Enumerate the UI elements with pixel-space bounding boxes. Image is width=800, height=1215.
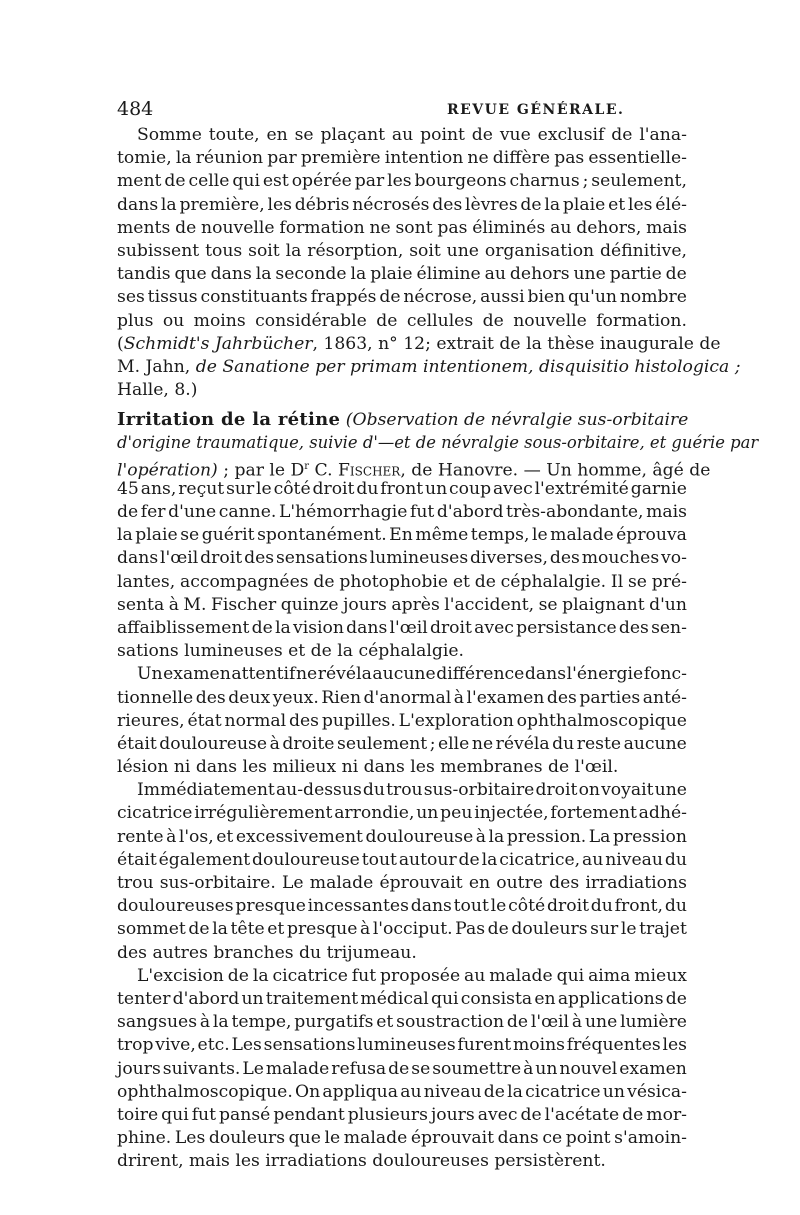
text-line: rente à l'os, et excessivement douloureuse à la pression. La pression — [117, 826, 687, 847]
text-line: dans la première, les débris nécrosés des lèvres de la plaie et les élé- — [117, 194, 687, 215]
text-line: la plaie se guérit spontanément. En même temps, le malade éprouva — [117, 525, 687, 546]
body-text — [117, 124, 759, 1173]
text-line: 45 ans, reçut sur le côté droit du front un coup avec l'extrémité garnie — [117, 478, 687, 499]
paragraph-4 — [117, 965, 687, 1174]
text-line: plus ou moins considérable de cellules de nouvelle formation. — [117, 310, 687, 331]
citation-line: Halle, 8.) — [117, 380, 198, 401]
text-line: ments de nouvelle formation ne sont pas éliminés au dehors, mais — [117, 217, 687, 238]
article-subtitle: (Observation de névralgie sus-orbitaire — [345, 410, 689, 431]
text-line: Somme toute, en se plaçant au point de vue exclusif de l'ana- — [137, 125, 687, 145]
citation-line: (Schmidt's Jahrbücher, 1863, n° 12; extrait de la thèse inaugurale de — [117, 333, 721, 354]
text-line: tionnelle des deux yeux. Rien d'anormal à l'examen des parties anté- — [117, 687, 687, 708]
text-line: douloureuses presque incessantes dans tout le côté droit du front, du — [117, 896, 687, 917]
text-line: phine. Les douleurs que le malade éprouvait dans ce point s'amoin- — [117, 1128, 687, 1149]
text-line: trop vive, etc. Les sensations lumineuses furent moins fréquentes les — [117, 1035, 687, 1056]
text-line: Immédiatement au-dessus du trou sus-orbitaire droit on voyait une — [137, 780, 687, 801]
text-line: trou sus-orbitaire. Le malade éprouvait en outre des irradiations — [117, 873, 687, 893]
text-line: tenter d'abord un traitement médical qui consista en applications de — [117, 988, 687, 1009]
text-line: ment de celle qui est opérée par les bourgeons charnus ; seulement, — [117, 171, 687, 192]
text-line: jours suivants. Le malade refusa de se soumettre à un nouvel examen — [117, 1058, 687, 1079]
text-line: toire qui fut pansé pendant plusieurs jours avec de l'acétate de mor- — [117, 1104, 687, 1125]
text-line: des autres branches du trijumeau. — [117, 942, 417, 963]
text-line: sommet de la tête et presque à l'occiput. Pas de douleurs sur le trajet — [117, 919, 687, 940]
text-line: dans l'œil droit des sensations lumineuses diverses, des mouches vo- — [117, 548, 687, 569]
article-subtitle-line: d'origine traumatique, suivie d'—et de névralgie sous-orbitaire, et guérie par — [117, 433, 759, 453]
text-line: était douloureuse à droite seulement ; elle ne révéla du reste aucune — [117, 733, 687, 754]
article-irritation-retine — [117, 408, 759, 663]
paragraph-2 — [117, 663, 687, 779]
paragraph-3 — [117, 779, 687, 965]
text-line: ses tissus constituants frappés de nécrose, aussi bien qu'un nombre — [117, 287, 687, 308]
text-line: affaiblissement de la vision dans l'œil droit avec persistance des sen- — [117, 617, 687, 638]
text-line: senta à M. Fischer quinze jours après l'accident, se plaignant d'un — [117, 594, 687, 615]
text-line: lantes, accompagnées de photophobie et de céphalalgie. Il se pré- — [117, 571, 687, 592]
text-line: Un examen attentif ne révéla aucune différence dans l'énergie fonc- — [137, 664, 687, 685]
article-byline: l'opération) ; par le $D^r$ C. Fischer, de Hanovre. — Un homme, âgé de — [117, 460, 711, 481]
journal-name: Schmidt's Jahrbücher — [123, 333, 313, 354]
text-line: cicatrice irrégulièrement arrondie, un peu injectée, fortement adhé- — [117, 803, 687, 824]
text-line: tomie, la réunion par première intention ne diffère pas essentielle- — [117, 148, 687, 169]
text-line: tandis que dans la seconde la plaie élimine au dehors une partie de — [117, 264, 687, 285]
text-line: sations lumineuses et de la céphalalgie. — [117, 641, 464, 662]
author-name: C. Fischer — [309, 460, 401, 481]
text-line: L'excision de la cicatrice fut proposée au malade qui aima mieux — [137, 965, 687, 986]
thesis-title: de Sanatione per primam intentionem, disquisitio histologica ; — [195, 356, 741, 377]
running-head: REVUE GÉNÉRALE. — [447, 102, 625, 118]
text-line: sangsues à la tempe, purgatifs et soustraction de l'œil à une lumière — [117, 1012, 687, 1033]
article-title: Irritation de la rétine — [117, 409, 341, 431]
text-line: était également douloureuse tout autour de la cicatrice, au niveau du — [117, 849, 687, 870]
text-line: lésion ni dans les milieux ni dans les membranes de l'œil. — [117, 757, 619, 778]
citation-line: M. Jahn, de Sanatione per primam intentionem, disquisitio histologica ; — [117, 356, 741, 377]
paragraph-1 — [117, 124, 741, 402]
text-line: drirent, mais les irradiations douloureuses persistèrent. — [117, 1151, 606, 1172]
text-line: de fer d'une canne. L'hémorrhagie fut d'abord très-abondante, mais — [117, 502, 687, 522]
text-line: rieures, état normal des pupilles. L'exploration ophthalmoscopique — [117, 710, 687, 731]
text-line: ophthalmoscopique. On appliqua au niveau de la cicatrice un vésica- — [117, 1081, 687, 1102]
page-number: 484 — [117, 98, 154, 120]
text-line: subissent tous soit la résorption, soit une organisation définitive, — [117, 240, 687, 261]
article-heading-line — [117, 408, 687, 431]
